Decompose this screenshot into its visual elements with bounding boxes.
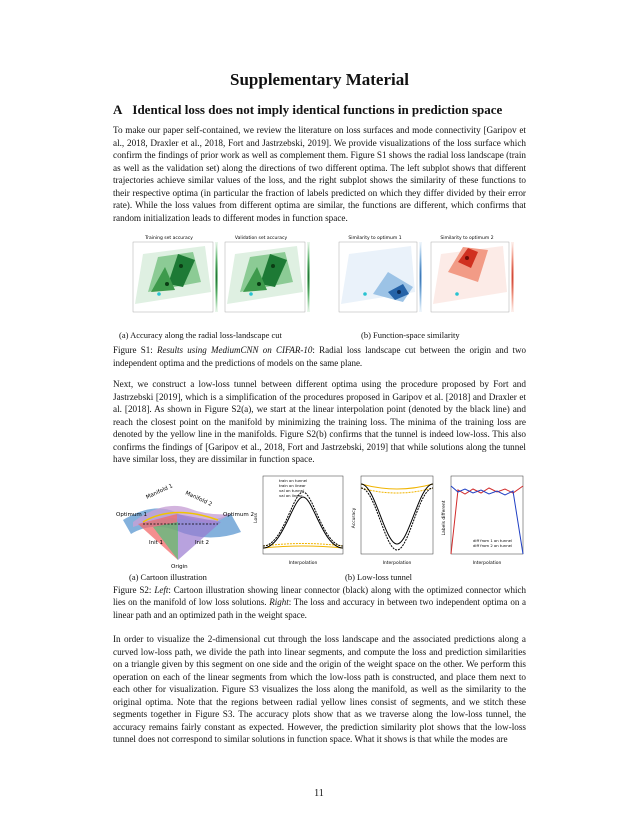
cartoon-label: Manifold 1: [145, 482, 174, 501]
s2-labels-plot: [441, 476, 523, 566]
s1-panel-title: Validation set accuracy: [234, 236, 288, 241]
cartoon-label: Manifold 2: [184, 489, 213, 508]
s2-acc-ylabel: Accuracy: [352, 507, 357, 528]
s1-panel-title: Similarity to optimum 1: [348, 236, 402, 241]
cartoon-label: Init 1: [149, 539, 164, 546]
s2-subcaption-b: (b) Low-loss tunnel: [345, 571, 413, 582]
paragraph-2: Next, we construct a low-loss tunnel between different optima using the procedure proposed by Fort and Jastrzebski [2019], which is a simplification of the procedures proposed in Garipov et al. [2018] and Draxler et al. [2018]. As shown in Figure S2(a), we start at the linear interpolation point (denoted by the black line) and reach the closest point on the manifold by minimizing the training loss. The minima of the training loss are denoted by the yellow line in the manifolds. Figure S2(b) confirms that the tunnel is indeed low-loss. This also confirms the findings of [Garipov et al., 2018, Fort and Jastrzebski, 2019] that while solutions along the tunnel have similar loss, they are dissimilar in function space.: [113, 379, 526, 464]
s1-panel-sim2: [431, 235, 514, 312]
s1-caption-label: Figure S1:: [113, 345, 153, 355]
s1-panel-val: [225, 235, 310, 312]
paragraph-1: To make our paper self-contained, we review the literature on loss surfaces and mode connectivity [Garipov et al., 2018, Draxler et al., 2018, Fort and Jastrzebski, 2019]. We provide visualizations of the loss surface which confirm the findings of prior work as well as complement them. Figure S1 shows the radial loss landscape (train as well as the validation set) along the directions of two different optima. The left subplot shows that different trajectories achieve similar values of the loss, and the right subplot shows the similarity of these functions to their respective optima (in particular the fraction of labels predicted on which they differ divided by their error rate). While the loss values from different optima are similar, the functions are different, which confirms that random initialization leads to different modes in function space.: [113, 125, 526, 223]
page-number: 11: [314, 788, 324, 799]
section-heading: [113, 102, 526, 118]
figure-s2: [113, 472, 526, 584]
cartoon-label: Optimum 1: [116, 511, 147, 518]
s2-labels-legend: diff from 2 on tunnel: [473, 542, 512, 548]
s2-loss-legend: train on linear: [279, 482, 306, 488]
s2-loss-plot: [253, 476, 343, 566]
cartoon-label: Origin: [171, 563, 188, 570]
paragraph-3: In order to visualize the 2-dimensional cut through the loss landscape and the associated predictions along a curved low-loss path, we divide the path into linear segments, and compute the loss and prediction similarities on a triangle given by this segment on one side and the origin of the weight space on the other. We perform this operation on each of the linear segments from which the low-loss path is constructed, and place them next to each other for visualization. Figure S3 visualizes the loss along the manifold, as well as the similarity to the original optima. Note that the regions between radial yellow lines consist of segments, and we stitch these segments together in Figure S3. The accuracy plots show that as we traverse along the low-loss tunnel, the accuracy remains fairly constant as expected. However, the prediction similarity plot shows that the low-loss tunnel does not correspond to similar solutions in function space. What it shows is that while the modes are: [113, 634, 526, 744]
s1-panel-train: [133, 235, 218, 312]
s2-loss-legend: train on tunnel: [279, 477, 308, 483]
s2-caption-italic-left: Left: [154, 584, 169, 595]
figure-s2-plots: [113, 472, 526, 570]
s2-labels-xlabel: Interpolation: [472, 560, 502, 566]
s2-caption-mid: : Cartoon illustration showing linear connector (black) along with the optimized connector which lies on the manifold of low loss solutions.: [113, 584, 527, 607]
s1-caption-italic: Results using MediumCNN on CIFAR-10: [157, 345, 313, 355]
section-number: A: [113, 102, 123, 117]
section-title: Identical loss does not imply identical functions in prediction space: [132, 102, 503, 117]
s2-acc-xlabel: Interpolation: [382, 560, 412, 566]
s2-loss-legend: val on tunnel: [279, 487, 304, 493]
s1-panel-sim1: [339, 235, 422, 312]
cartoon-label: Init 2: [195, 539, 210, 546]
s1-panel-title: Training set accuracy: [145, 236, 193, 241]
s1-caption-rest: : Radial loss landscape cut between the origin and two independent optima and the predictions of models on the same plane.: [113, 345, 526, 368]
s2-caption-label: Figure S2:: [113, 584, 152, 595]
paper-page: [113, 70, 526, 752]
s2-loss-xlabel: Interpolation: [288, 560, 318, 566]
s2-loss-ylabel: Loss: [254, 512, 259, 523]
figure-s1: [113, 232, 526, 344]
s1-subcaption-a: (a) Accuracy along the radial loss-landscape cut: [119, 330, 282, 340]
page-title: Supplementary Material: [230, 70, 409, 89]
s2-cartoon: [116, 483, 254, 570]
figure-s1-caption: [113, 344, 526, 369]
s1-subcaption-b: (b) Function-space similarity: [361, 330, 460, 340]
figure-s1-plots: [113, 232, 526, 327]
s1-panel-title: Similarity to optimum 2: [440, 236, 494, 241]
s2-subcaption-a: (a) Cartoon illustration: [129, 571, 207, 582]
s2-caption-rest: : The loss and accuracy in between two independent optima on a linear path and an optimized path in the weight space.: [113, 597, 526, 620]
s2-loss-legend: val on linear: [279, 492, 303, 498]
s2-labels-ylabel: Labels different: [442, 499, 447, 536]
s2-labels-legend: diff from 1 on tunnel: [473, 537, 512, 543]
s2-accuracy-plot: [351, 476, 433, 566]
s2-caption-italic-right: Right: [269, 597, 289, 607]
cartoon-label: Optimum 2: [223, 511, 254, 518]
figure-s2-caption: [113, 584, 526, 622]
